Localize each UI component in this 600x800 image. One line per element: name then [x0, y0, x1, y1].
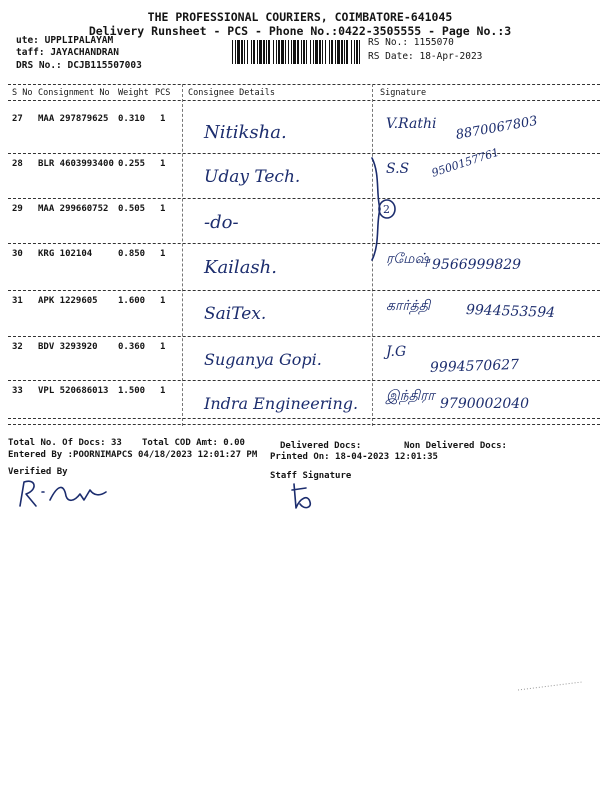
row-consignee-handwritten: SaiTex. [204, 304, 267, 324]
total-cod: Total COD Amt: 0.00 [142, 438, 245, 448]
verified-by-label: Verified By [8, 467, 68, 477]
row-separator [8, 418, 600, 419]
row-signature-handwritten: கார்த்தி [386, 298, 431, 314]
row-consignee-handwritten: Indra Engineering. [204, 394, 359, 413]
row-separator [8, 243, 600, 244]
row-weight: 0.850 [118, 249, 146, 259]
row-weight: 0.310 [118, 114, 146, 124]
row-separator [8, 290, 600, 291]
scan-speckle [516, 676, 586, 696]
row-consignment: BLR 4603993400 [38, 159, 114, 169]
col-header-signature: Signature [380, 88, 427, 98]
route-label: ute: UPPLIPALAYAM [16, 35, 114, 46]
barcode-image [232, 40, 360, 64]
table-bottom-rule [8, 424, 600, 425]
header-rule [8, 100, 600, 101]
delivered-docs: Delivered Docs: [280, 441, 362, 451]
non-delivered-docs: Non Delivered Docs: [404, 441, 507, 451]
row-weight: 0.505 [118, 204, 146, 214]
row-separator [8, 380, 600, 381]
total-docs: Total No. Of Docs: 33 [8, 438, 122, 448]
row-sno: 33 [12, 386, 23, 396]
row-consignment: VPL 520686013 [38, 386, 109, 396]
row-pcs: 1 [160, 249, 166, 259]
row-consignment: APK 1229605 [38, 296, 98, 306]
row-pcs: 1 [160, 159, 166, 169]
row-pcs: 1 [160, 204, 166, 214]
runsheet-table [8, 84, 600, 426]
staff-signature-image [288, 480, 318, 512]
col-header-pcs: PCS [155, 88, 171, 98]
rs-number: RS No.: 1155070 [368, 37, 454, 48]
row-signature-handwritten: ரமேஷ் [386, 251, 431, 267]
row-signature-handwritten: S.S [386, 161, 410, 177]
row-phone-handwritten: 9944553594 [465, 302, 556, 322]
row-pcs: 1 [160, 342, 166, 352]
row-signature-handwritten: J.G [386, 344, 407, 360]
staff-label: taff: JAYACHANDRAN [16, 47, 119, 58]
row-signature-handwritten: இந்திரா [386, 388, 435, 404]
row-separator [8, 198, 600, 199]
row-weight: 1.600 [118, 296, 146, 306]
row-sno: 31 [12, 296, 23, 306]
document-title: THE PROFESSIONAL COURIERS, COIMBATORE-641045 [147, 10, 453, 24]
row-sno: 28 [12, 159, 23, 169]
row-weight: 0.360 [118, 342, 146, 352]
row-consignment: MAA 299660752 [38, 204, 109, 214]
row-consignment: BDV 3293920 [38, 342, 98, 352]
table-top-rule [8, 84, 600, 85]
row-phone-handwritten: 9500157761 [429, 145, 501, 180]
row-signature-handwritten: V.Rathi [386, 116, 437, 132]
runsheet-subtitle: Delivery Runsheet - PCS - Phone No.:0422-3505555 - Page No.:3 [88, 24, 512, 38]
row-phone-handwritten: 9566999829 [432, 257, 522, 273]
row-sno: 30 [12, 249, 23, 259]
verifier-signature-image [14, 476, 110, 512]
row-pcs: 1 [160, 386, 166, 396]
row-pcs: 1 [160, 114, 166, 124]
rs-date: RS Date: 18-Apr-2023 [368, 51, 483, 62]
row-separator [8, 153, 600, 154]
row-consignment: MAA 297879625 [38, 114, 109, 124]
drs-number: DRS No.: DCJB115507003 [16, 60, 142, 71]
row-consignee-handwritten: Uday Tech. [204, 167, 301, 187]
row-phone-handwritten: 8870067803 [454, 113, 539, 143]
row-weight: 1.500 [118, 386, 146, 396]
staff-signature-label: Staff Signature [270, 471, 352, 481]
row-consignee-handwritten: Nitiksha. [204, 122, 287, 143]
row-phone-handwritten: 9994570627 [429, 356, 520, 376]
bracket-mark [366, 154, 396, 264]
bracket-number: 2 [383, 203, 390, 216]
row-consignee-handwritten: Suganya Gopi. [204, 350, 322, 369]
row-consignment: KRG 102104 [38, 249, 93, 259]
row-pcs: 1 [160, 296, 166, 306]
printed-on: Printed On: 18-04-2023 12:01:35 [270, 452, 438, 462]
col-header-consignee: Consignee Details [188, 88, 275, 98]
row-consignee-handwritten: Kailash. [204, 257, 277, 278]
col-header-sno: S No [12, 88, 33, 98]
row-phone-handwritten: 9790002040 [440, 396, 530, 412]
row-sno: 29 [12, 204, 23, 214]
entered-by: Entered By :POORNIMAPCS 04/18/2023 12:01:27 PM [8, 450, 258, 460]
row-sno: 32 [12, 342, 23, 352]
row-separator [8, 336, 600, 337]
row-consignee-handwritten: -do- [204, 212, 239, 233]
row-sno: 27 [12, 114, 23, 124]
col-header-consignment: Consignment No [38, 88, 110, 98]
row-weight: 0.255 [118, 159, 146, 169]
col-header-weight: Weight [118, 88, 149, 98]
